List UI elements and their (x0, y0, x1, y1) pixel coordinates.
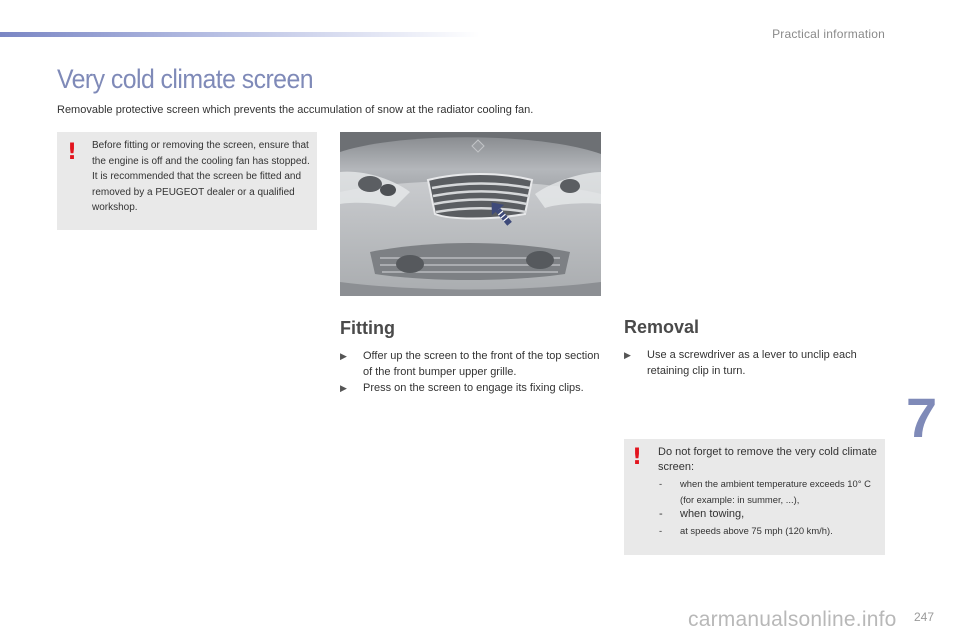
warning-content (658, 445, 880, 538)
list-item (340, 380, 602, 396)
fitting-heading: Fitting (340, 318, 395, 338)
step-text: Use a screwdriver as a lever to unclip each retaining clip in turn. (647, 349, 857, 377)
dash-marker: - (659, 524, 663, 536)
intro-text: Removable protective screen which prevents the accumulation of snow at the radiator cooling fan. (57, 104, 534, 116)
warning-item-text: when the ambient temperature exceeds 10° C (for example: in summer, ...), (680, 478, 871, 505)
page-number: 247 (914, 610, 935, 624)
warning-text: Before fitting or removing the screen, ensure that the engine is off and the cooling fan has stopped. It is recommended that the screen be fitted and removed by a PEUGEOT dealer or a qualified workshop. (92, 140, 310, 214)
dash-marker: - (659, 508, 663, 520)
list-item (658, 507, 880, 523)
car-front-illustration (340, 132, 601, 296)
removal-steps (624, 347, 888, 379)
step-text: Offer up the screen to the front of the top section of the front bumper upper grille. (363, 350, 600, 378)
list-item (658, 523, 880, 539)
bullet-arrow-icon: ▶ (624, 350, 631, 360)
car-front-image (340, 132, 601, 296)
warning-item-text: when towing, (680, 508, 745, 520)
section-name: Practical information (772, 27, 885, 41)
warning-item-text: at speeds above 75 mph (120 km/h). (680, 524, 833, 536)
warning-box-bottom (624, 439, 885, 555)
exclamation-icon: ! (67, 140, 78, 165)
list-item (624, 347, 888, 379)
bullet-arrow-icon: ▶ (340, 351, 347, 361)
list-item (658, 476, 880, 507)
page-title: Very cold climate screen (57, 64, 313, 94)
dash-marker: - (659, 478, 663, 489)
warning-box-top (57, 132, 317, 230)
header-accent-bar (0, 32, 480, 37)
watermark: carmanualsonline.info (688, 608, 897, 631)
warning-list (658, 476, 880, 538)
fitting-steps (340, 348, 602, 396)
warning-lead: Do not forget to remove the very cold climate screen: (658, 446, 877, 473)
bullet-arrow-icon: ▶ (340, 383, 347, 393)
exclamation-icon: ! (632, 445, 643, 470)
step-text: Press on the screen to engage its fixing clips. (363, 382, 584, 394)
list-item (340, 348, 602, 380)
removal-heading: Removal (624, 317, 700, 337)
chapter-number: 7 (906, 386, 938, 449)
